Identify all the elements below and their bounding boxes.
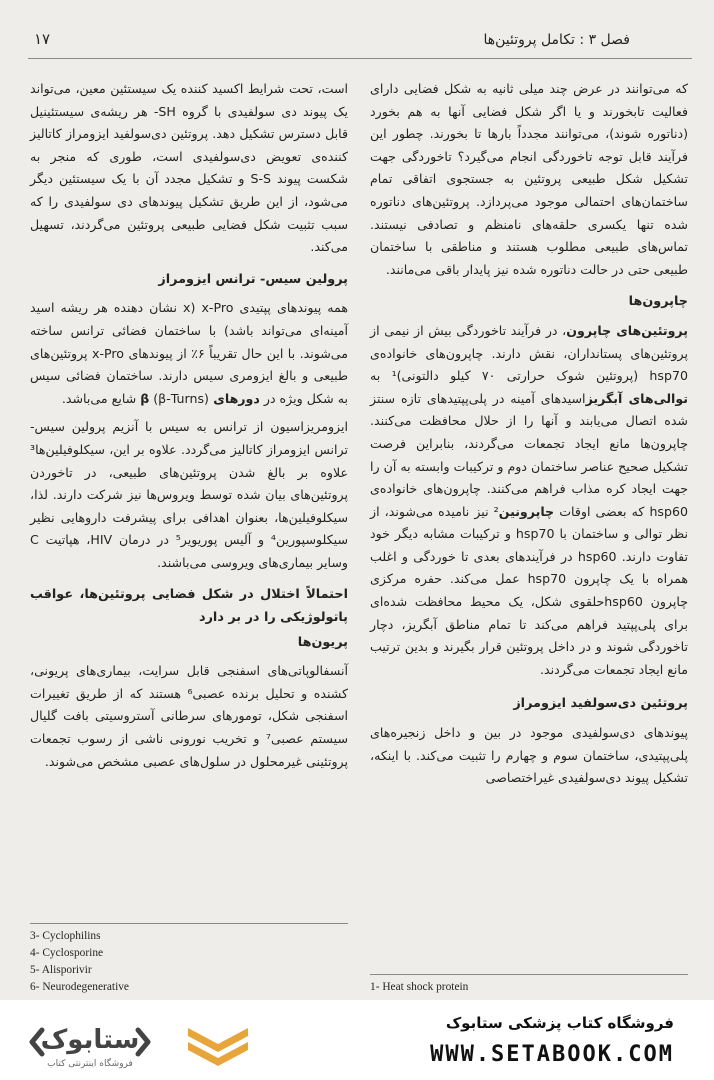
paragraph-xpro-bonds bbox=[30, 297, 348, 410]
chapter-title: فصل ۳ : تکامل پروتئین‌ها bbox=[483, 32, 630, 48]
footnote-item: 5- Alisporivir bbox=[30, 964, 92, 976]
paragraph-folding-intro: که می‌توانند در عرض چند میلی ثانیه به شکل فضایی دارای فعالیت تابخورند و یا اگر شکل فضایی آنها به هم بخورد (دناتوره شوند)، می‌توانند مجدداً بارها تا بخورند. چطور این فرآیند قابل توجه تاخوردگی انجام می‌گیرد؟ تاخوردگی جهت تشکیل شکل طبیعی پروتئین به جستجوی اتفاقی تمام ساختمان‌های احتمالی موجود می‌پردازد. پروتئین‌های دناتوره شده تنها یکسری حلقه‌های نامنظم و تصادفی نیستند. تماس‌های طبیعی مطلوب هستند و مناطقی با ساختمان طبیعی حتی در حالت دناتوره شده نیز پایدار باقی می‌مانند. bbox=[370, 81, 688, 277]
book-chevron-icon bbox=[188, 1028, 248, 1066]
setabook-logo[interactable] bbox=[28, 1014, 278, 1070]
footnote-item: 4- Cyclosporine bbox=[30, 947, 104, 959]
footnote-item: 3- Cyclophilins bbox=[30, 930, 101, 942]
text-chaperones-c: ² نیز نامیده می‌شوند، از نظر توالی و ساختمان با hsp70 و ترکیبات مشابه دیگر خود تفاوت دارند. hsp60 در فرآیندهای بعدی تا خوردگی و اغلب همراه با یک چاپرون hsp70 عمل می‌کند. حفره مرکزی چاپرون hsp60حلقوی شکل، یک محیط محافظت شده‌ای برای پلی‌پپتید فراهم می‌کند تا تمام مناطق آبگریز، دچار تاخوردگی شوند و در داخل پروتئین قرار بگیرند و بدین ترتیب مانع ایجاد تجمعات می‌گردند. bbox=[370, 503, 688, 677]
left-column bbox=[30, 78, 348, 779]
right-column bbox=[370, 78, 688, 796]
store-url-link[interactable]: WWW.SETABOOK.COM bbox=[430, 1042, 674, 1067]
term-beta-turns: دورهای β bbox=[140, 390, 260, 406]
heading-prions: پریون‌ها bbox=[297, 634, 348, 650]
footnote-item: 6- Neurodegenerative bbox=[30, 981, 129, 993]
text-chaperones-a: ، در فرآیند تاخوردگی بیش از نیمی از پروتئین‌های پستانداران، نقش دارند. چاپرون‌های خانواده‌ی hsp70 (پروتئین شوک حرارتی ۷۰ کیلو دالتونی)¹ به bbox=[370, 322, 688, 384]
footnote-divider-right bbox=[370, 974, 688, 975]
paragraph-chaperones bbox=[370, 320, 688, 682]
header-divider bbox=[28, 58, 692, 59]
running-header bbox=[34, 30, 686, 54]
term-hydrophobic-sequences: توالی‌های آبگریز bbox=[585, 390, 688, 406]
footnotes-right bbox=[370, 979, 468, 996]
footnote-divider-left bbox=[30, 923, 348, 924]
heading-prolyl-isomerase: پرولین سیس- ترانس ایزومراز bbox=[158, 271, 348, 287]
page-number: ۱۷ bbox=[34, 30, 51, 48]
heading-chaperones: چاپرون‌ها bbox=[628, 294, 688, 310]
paragraph-disulfide-continued: است، تحت شرایط اکسید کننده یک سیستئین معین، می‌تواند یک پیوند دی سولفیدی با گروه SH- هر ریشه‌ی سیستئینیل قابل دسترس تشکیل دهد. پروتئین دی‌سولفید ایزومراز کاتالیز کننده‌ی تعویض دی‌سولفیدی است، طوری که منجر به شکست پیوند S-S و تشکیل مجدد آن با یک سیستئین دیگر می‌شود، از این طریق تشکیل پیوندهای دی سولفیدی را که سبب تثبیت شکل فضایی طبیعی پروتئین می‌گردند، تسهیل می‌کند. bbox=[30, 81, 348, 255]
text-xpro-end: (β-Turns) شایع می‌باشد. bbox=[61, 390, 209, 406]
logo-tagline: فروشگاه اینترنتی کتاب bbox=[47, 1059, 133, 1069]
term-chaperonin: چاپرونین bbox=[498, 503, 555, 519]
heading-protein-disulfide-isomerase: پروتئین دی‌سولفید ایزومراز bbox=[513, 696, 688, 712]
term-chaperone-proteins: پروتئین‌های چاپرون bbox=[566, 322, 688, 338]
footnotes-left bbox=[30, 928, 129, 996]
text-xpro-a: همه پیوندهای پپتیدی x-Pro (x نشان دهنده هر ریشه اسید آمینه‌ای می‌تواند باشد) با ساختمان فضائی ترانس ساخته می‌شوند. با این حال تقریباً ۶٪ از پیوندهای x-Pro پروتئین‌های طبیعی و بالغ ایزومری سیس دارند. ساختمان فضائی سیس به شکل ویژه در bbox=[30, 300, 348, 406]
paragraph-prion-diseases: آنسفالوپاتی‌های اسفنجی قابل سرایت، بیماری‌های پریونی، کشنده و تحلیل برنده عصبی⁶ هستند که از طریق تغییرات اسفنجی شکل، تومورهای سرطانی آستروسیتی بافت گلیال سیستم عصبی⁷ و تخریب نورونی ناشی از رسوب تجمعات پروتئینی غیرمحلول در سلول‌های عصبی مشخص می‌شوند. bbox=[30, 663, 348, 769]
paragraph-isomerization: ایزومریزاسیون از ترانس به سیس با آنزیم پرولین سیس- ترانس ایزومراز کاتالیز می‌گردد. علاوه بر این، سیکلوفیلین‌ها³ علاوه بر بالغ شدن پروتئین‌های طبیعی، در تاخوردن پروتئین‌های بیان شده توسط ویروس‌ها نیز شرکت دارند. لذا، سیکلوفیلین‌ها، بعنوان اهدافی برای پیشرفت داروهایی نظیر سیکلوسپورین⁴ و آلیس پوریویر⁵ در درمان HIV، هپاتیت C وسایر بیماری‌های ویروسی می‌باشند. bbox=[30, 419, 348, 570]
logo-wordmark: ستابوک bbox=[40, 1025, 140, 1055]
store-banner bbox=[0, 1000, 714, 1080]
footnote-item: 1- Heat shock protein bbox=[370, 981, 469, 993]
paragraph-disulfide-bonds: پیوندهای دی‌سولفیدی موجود در بین و داخل زنجیره‌های پلی‌پپتیدی، ساختمان سوم و چهارم را تثبیت می‌کند. با اینکه، تشکیل پیوند دی‌سولفیدی غیراختصاصی bbox=[370, 725, 688, 786]
text-chaperones-b: اسیدهای آمینه در پلی‌پپتیدهای تازه سنتز شده اتصال می‌یابند و آنها را از حلال محافظت می‌کنند. چاپرون‌ها مانع ایجاد تجمعات می‌گردند، بنابراین فرصت تشکیل صحیح عناصر ساختمان دوم و ترکیبات وابسته به آن را جهت ایجاد کره مذاب فراهم می‌کنند. چاپرون‌های خانواده‌ی hsp60 که بعضی اوقات bbox=[370, 390, 688, 519]
heading-misfolding: احتمالاً اختلال در شکل فضایی پروتئین‌ها، عواقب پاتولوژیکی را در بر دارد bbox=[30, 587, 348, 626]
chevron-right-icon bbox=[138, 1030, 148, 1054]
store-name: فروشگاه کتاب پزشکی ستابوک bbox=[445, 1014, 674, 1032]
